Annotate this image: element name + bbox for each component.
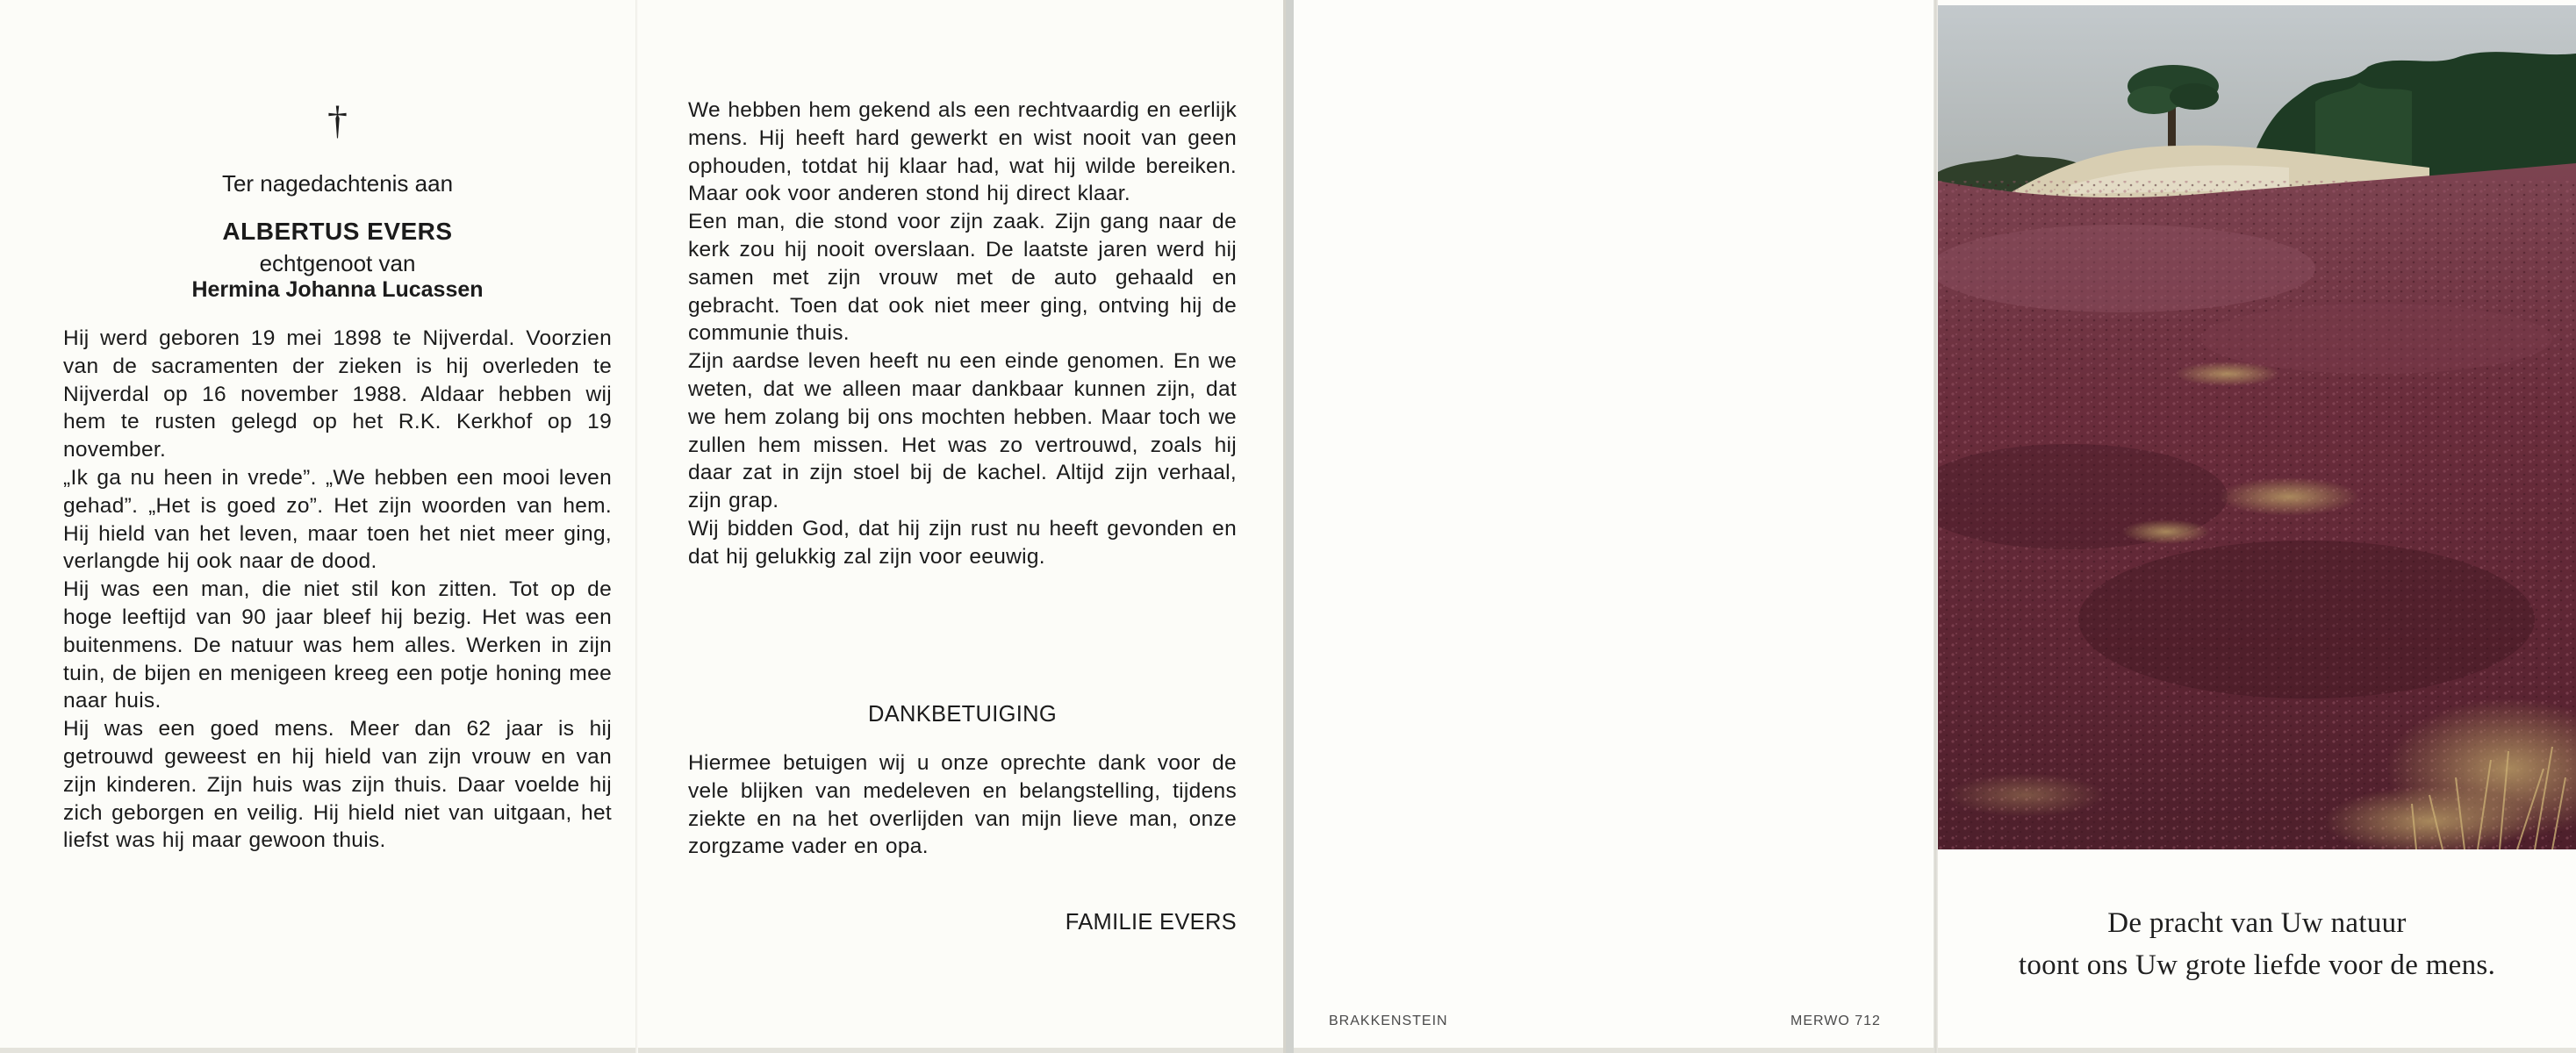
biography-paragraph: Hij was een man, die niet stil kon zitten. Tot op de hoge leeftijd van 90 jaar bleef hij bezig. Het was een buitenmens. De natuur was hem alles. Werken in zijn tuin, de bijen en menigeen kreeg een potje honing mee naar huis. bbox=[63, 577, 612, 713]
printer-name: BRAKKENSTEIN bbox=[1329, 1014, 1448, 1028]
spouse-label: echtgenoot van bbox=[259, 250, 416, 276]
deceased-name: ALBERTUS EVERS bbox=[222, 218, 453, 245]
family-signature: FAMILIE EVERS bbox=[1065, 910, 1237, 935]
biography-paragraph: Hij was een goed mens. Meer dan 62 jaar is hij getrouwd geweest en hij hield van zijn vrouw en van zijn kinderen. Zijn huis was zijn thuis. Daar voelde hij zich geborgen en veilig. Hij hield niet van uitgaan, het liefst was hij maar gewoon thuis. bbox=[63, 717, 612, 853]
remembrance-paragraph: Wij bidden God, dat hij zijn rust nu heeft gevonden en dat hij gelukkig zal zijn voor eeuwig. bbox=[688, 516, 1237, 569]
heathland-photo bbox=[1938, 5, 2576, 849]
heathland-illustration bbox=[1938, 5, 2576, 849]
remembrance-paragraph: Een man, die stond voor zijn zaak. Zijn gang naar de kerk zou hij nooit overslaan. De laatste jaren werd hij samen met zijn vrouw met de auto gehaald en gebracht. Toen dat ook niet meer ging, ontving hij de communie thuis. bbox=[688, 210, 1237, 346]
verse-line-1: De pracht van Uw natuur bbox=[2107, 907, 2407, 939]
biography-paragraph: „Ik ga nu heen in vrede”. „We hebben een mooi leven gehad”. „Het is goed zo”. Het zijn woorden van hem. Hij hield van het leven, maar toen het niet meer ging, verlangde hij ook naar de dood. bbox=[63, 465, 612, 574]
biography-paragraph: Hij werd geboren 19 mei 1898 te Nijverdal. Voorzien van de sacramenten der zieken is hij overleden te Nijverdal op 16 november 1988. Aldaar hebben wij hem te rusten gelegd op het R.K. Kerkhof op 19 november. bbox=[63, 326, 612, 462]
thanks-text: Hiermee betuigen wij u onze oprechte dank voor de vele blijken van medeleven en belangstelling, tijdens ziekte en na het overlijden van mijn lieve man, onze zorgzame vader en opa. bbox=[688, 751, 1237, 859]
spouse-name: Hermina Johanna Lucassen bbox=[191, 277, 484, 302]
remembrance-paragraph: We hebben hem gekend als een rechtvaardig en eerlijk mens. Hij heeft hard gewerkt en wist nooit van geen ophouden, totdat hij klaar had, wat hij wilde bereiken. Maar ook voor anderen stond hij direct klaar. bbox=[688, 98, 1237, 206]
card-inner-sheet bbox=[0, 0, 1286, 1053]
thanks-heading: DANKBETUIGING bbox=[867, 702, 1057, 727]
card-outer-sheet bbox=[1294, 0, 2576, 1053]
verse-line-2: toont ons Uw grote liefde voor de mens. bbox=[2018, 949, 2496, 981]
print-code: MERWO 712 bbox=[1790, 1014, 1881, 1028]
cross-icon: † bbox=[327, 97, 348, 142]
center-fold bbox=[635, 0, 638, 1053]
remembrance-text bbox=[688, 97, 1237, 571]
memorial-heading: Ter nagedachtenis aan bbox=[221, 170, 454, 197]
remembrance-paragraph: Zijn aardse leven heeft nu een einde genomen. En we weten, dat we alleen maar dankbaar kunnen zijn, dat we hem zolang bij ons mochten hebben. Maar toch we zullen hem missen. Het was zo vertrouwd, zoals hij daar zat in zijn stoel bij de kachel. Altijd zijn verhaal, zijn grap. bbox=[688, 349, 1237, 513]
biography-text bbox=[63, 325, 612, 855]
